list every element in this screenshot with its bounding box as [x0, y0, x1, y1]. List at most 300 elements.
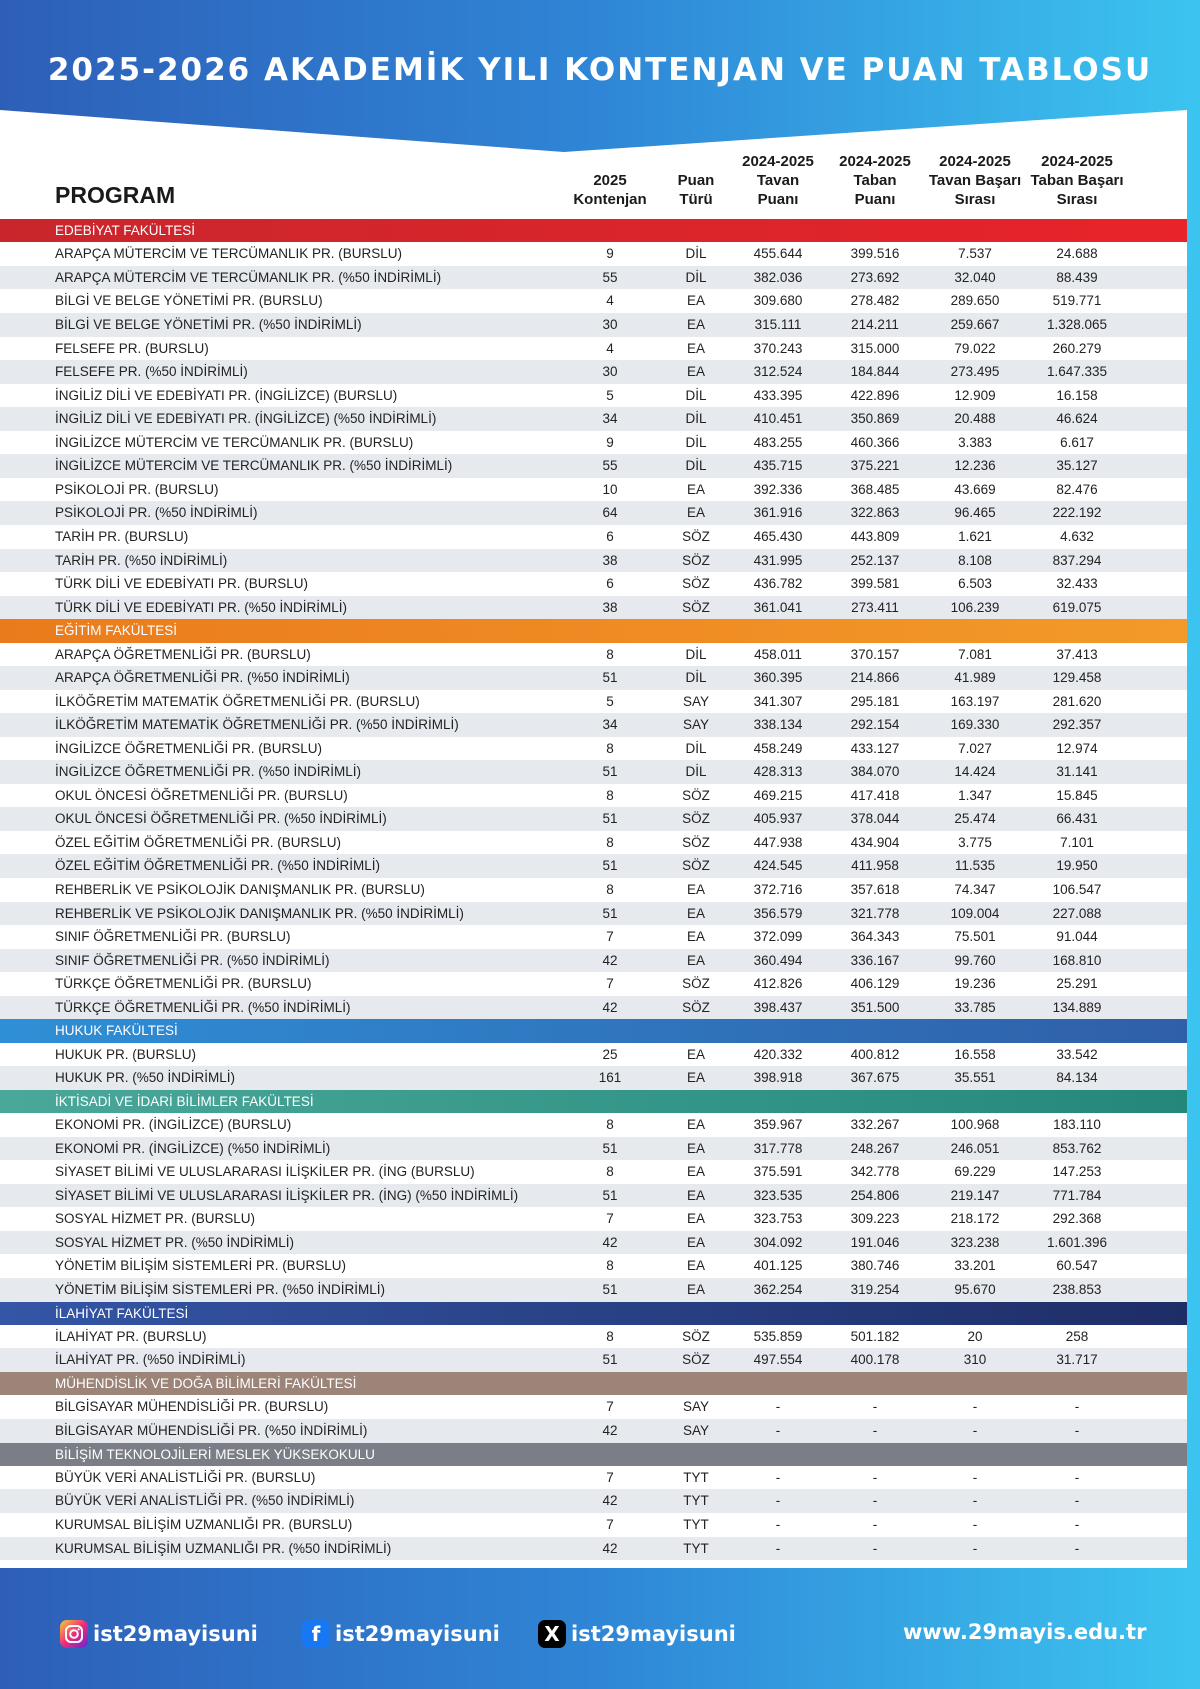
tavan-puani-column-header	[724, 152, 832, 209]
puan-turu-cell: EA	[686, 1164, 705, 1180]
tavan-basari-cell: 310	[963, 1352, 987, 1368]
program-cell: EKONOMİ PR. (İNGİLİZCE) (BURSLU)	[55, 1117, 292, 1133]
puan-turu-cell: DİL	[685, 764, 707, 780]
table-row	[0, 1537, 1187, 1561]
program-cell: İNGİLİZCE ÖĞRETMENLİĞİ PR. (BURSLU)	[55, 740, 323, 756]
puan-turu-cell: SÖZ	[682, 834, 710, 850]
taban-puani-cell: 400.812	[850, 1046, 900, 1062]
tavan-basari-cell: 79.022	[954, 340, 996, 356]
table-row	[0, 925, 1187, 949]
program-cell: İLKÖĞRETİM MATEMATİK ÖĞRETMENLİĞİ PR. (%50 İNDİRİMLİ)	[55, 717, 459, 733]
kontenjan-cell: 38	[602, 599, 618, 615]
tavan-basari-cell: 20.488	[954, 411, 996, 427]
puan-turu-column-header	[663, 171, 729, 209]
tavan-puani-cell: 375.591	[753, 1164, 803, 1180]
program-cell: TÜRKÇE ÖĞRETMENLİĞİ PR. (%50 İNDİRİMLİ)	[55, 999, 351, 1015]
taban-basari-cell: 292.357	[1052, 717, 1102, 733]
kontenjan-cell: 51	[602, 764, 618, 780]
tavan-puani-cell: 465.430	[753, 528, 803, 544]
tavan-puani-cell: 424.545	[753, 858, 803, 874]
table-row	[0, 1137, 1187, 1161]
tavan-puani-cell: 382.036	[753, 269, 803, 285]
tavan-puani-cell: 361.916	[753, 505, 803, 521]
table-row	[0, 1466, 1187, 1490]
website-url: www.29mayis.edu.tr	[903, 1620, 1147, 1644]
program-cell: SOSYAL HİZMET PR. (BURSLU)	[55, 1211, 256, 1227]
puan-turu-cell: SAY	[682, 1422, 709, 1438]
program-cell: TARİH PR. (BURSLU)	[55, 528, 189, 544]
taban-puani-cell: 248.267	[850, 1140, 900, 1156]
taban-basari-header-line: Sırası	[1056, 191, 1098, 208]
table-row	[0, 666, 1187, 690]
taban-puani-cell: 273.411	[851, 599, 899, 615]
kontenjan-cell: 8	[606, 740, 614, 756]
tavan-basari-cell: 99.760	[954, 952, 996, 968]
taban-puani-cell: 322.863	[850, 505, 900, 521]
taban-puani-cell: -	[872, 1493, 878, 1509]
program-cell: BÜYÜK VERİ ANALİSTLİĞİ PR. (BURSLU)	[55, 1469, 316, 1485]
tavan-puani-header-line: 2024-2025	[742, 153, 814, 170]
tavan-basari-header-line: 2024-2025	[939, 153, 1011, 170]
program-cell: İNGİLİZ DİLİ VE EDEBİYATI PR. (İNGİLİZCE) (BURSLU)	[55, 387, 398, 403]
tavan-puani-cell: 469.215	[753, 787, 803, 803]
tavan-puani-cell: 360.494	[753, 952, 803, 968]
puan-turu-cell: EA	[686, 882, 705, 897]
tavan-puani-cell: 370.243	[753, 340, 803, 356]
table-row	[0, 1066, 1187, 1090]
taban-basari-cell: 292.368	[1052, 1211, 1102, 1227]
tavan-basari-cell: -	[972, 1516, 978, 1532]
section-header: İLAHİYAT FAKÜLTESİ	[0, 1302, 1187, 1325]
table-row	[0, 478, 1187, 502]
facebook-link[interactable]	[302, 1620, 500, 1648]
taban-basari-cell: 260.279	[1052, 340, 1102, 356]
tavan-puani-cell: 497.554	[753, 1352, 803, 1368]
tavan-puani-cell: 362.254	[753, 1281, 803, 1297]
program-cell: ARAPÇA ÖĞRETMENLİĞİ PR. (%50 İNDİRİMLİ)	[55, 670, 350, 686]
tavan-puani-cell: 412.826	[753, 976, 803, 992]
table-row	[0, 831, 1187, 855]
tavan-puani-cell: 398.918	[753, 1070, 803, 1086]
program-cell: TÜRK DİLİ VE EDEBİYATI PR. (%50 İNDİRİMLİ)	[55, 599, 348, 615]
tavan-puani-cell: 436.782	[753, 576, 803, 592]
table-row	[0, 525, 1187, 549]
tavan-basari-cell: -	[972, 1399, 978, 1415]
tavan-basari-cell: 75.501	[954, 929, 996, 945]
taban-puani-column-header	[821, 152, 929, 209]
program-cell: BİLGİSAYAR MÜHENDİSLİĞİ PR. (BURSLU)	[55, 1399, 329, 1415]
taban-puani-cell: 417.418	[850, 787, 900, 803]
taban-puani-cell: 367.675	[850, 1070, 900, 1086]
program-cell: EKONOMİ PR. (İNGİLİZCE) (%50 İNDİRİMLİ)	[55, 1140, 331, 1156]
kontenjan-cell: 7	[606, 976, 614, 992]
tavan-puani-cell: 372.099	[753, 929, 803, 945]
kontenjan-cell: 7	[606, 1516, 614, 1532]
program-cell: REHBERLİK VE PSİKOLOJİK DANIŞMANLIK PR. (BURSLU)	[55, 882, 425, 897]
taban-basari-cell: 82.476	[1056, 481, 1098, 497]
section-header: İKTİSADİ VE İDARİ BİLİMLER FAKÜLTESİ	[0, 1090, 1187, 1113]
kontenjan-cell: 8	[606, 1328, 614, 1344]
kontenjan-cell: 5	[606, 387, 614, 403]
taban-puani-cell: 351.500	[850, 999, 900, 1015]
tavan-basari-cell: 96.465	[954, 505, 996, 521]
taban-basari-cell: 66.431	[1056, 811, 1098, 827]
tavan-puani-cell: 535.859	[753, 1328, 803, 1344]
program-column-header: PROGRAM	[55, 182, 176, 208]
taban-puani-cell: 406.129	[850, 976, 900, 992]
tavan-basari-cell: 6.503	[958, 576, 992, 592]
table-row	[0, 1348, 1187, 1372]
taban-basari-cell: 60.547	[1056, 1258, 1098, 1274]
program-cell: TÜRKÇE ÖĞRETMENLİĞİ PR. (BURSLU)	[55, 976, 312, 992]
program-cell: PSİKOLOJİ PR. (%50 İNDİRİMLİ)	[55, 505, 258, 521]
tavan-basari-cell: -	[972, 1469, 978, 1485]
kontenjan-cell: 42	[602, 952, 618, 968]
taban-basari-cell: 37.413	[1056, 646, 1098, 662]
table-row	[0, 713, 1187, 737]
tavan-puani-cell: 304.092	[753, 1234, 803, 1250]
table-row	[0, 1395, 1187, 1419]
program-cell: İNGİLİZCE ÖĞRETMENLİĞİ PR. (%50 İNDİRİMLİ)	[55, 764, 362, 780]
puan-turu-cell: DİL	[685, 387, 707, 403]
taban-puani-cell: 400.178	[850, 1352, 900, 1368]
table-row	[0, 1113, 1187, 1137]
program-cell: BİLGİSAYAR MÜHENDİSLİĞİ PR. (%50 İNDİRİMLİ)	[55, 1422, 368, 1438]
puan-turu-cell: DİL	[685, 411, 707, 427]
kontenjan-cell: 8	[606, 834, 614, 850]
program-cell: BİLGİ VE BELGE YÖNETİMİ PR. (%50 İNDİRİMLİ)	[55, 317, 362, 333]
taban-puani-header-line: 2024-2025	[839, 153, 911, 170]
tavan-puani-cell: -	[775, 1469, 781, 1485]
tavan-basari-cell: 218.172	[950, 1211, 1000, 1227]
program-cell: İNGİLİZ DİLİ VE EDEBİYATI PR. (İNGİLİZCE) (%50 İNDİRİMLİ)	[55, 411, 437, 427]
table-row	[0, 1278, 1187, 1302]
tavan-basari-cell: 109.004	[950, 905, 1000, 921]
tavan-basari-cell: 19.236	[954, 976, 996, 992]
taban-puani-cell: 332.267	[850, 1117, 900, 1133]
table-row	[0, 1184, 1187, 1208]
table-row	[0, 1489, 1187, 1513]
taban-basari-cell: 168.810	[1052, 952, 1102, 968]
taban-puani-cell: 350.869	[850, 411, 900, 427]
tavan-puani-cell: 315.111	[754, 317, 802, 333]
column-headers	[0, 152, 1187, 218]
tavan-puani-cell: 341.307	[753, 693, 803, 709]
puan-turu-cell: DİL	[685, 246, 707, 262]
facebook-handle: ist29mayisuni	[335, 1622, 500, 1646]
tavan-basari-cell: 1.621	[958, 528, 992, 544]
kontenjan-cell: 30	[602, 364, 618, 380]
tavan-puani-cell: -	[775, 1422, 781, 1438]
table-row	[0, 1160, 1187, 1184]
tavan-basari-cell: 289.650	[950, 293, 1000, 309]
program-cell: KURUMSAL BİLİŞİM UZMANLIĞI PR. (%50 İNDİRİMLİ)	[55, 1540, 392, 1556]
tavan-basari-cell: 25.474	[954, 811, 996, 827]
taban-puani-cell: 364.343	[850, 929, 900, 945]
website-link[interactable]	[903, 1620, 1146, 1644]
tavan-basari-column-header	[917, 152, 1033, 209]
taban-basari-cell: 88.439	[1056, 269, 1098, 285]
kontenjan-cell: 7	[606, 1211, 614, 1227]
tavan-basari-cell: 14.424	[954, 764, 996, 780]
tavan-basari-cell: 163.197	[950, 693, 1000, 709]
puan-turu-cell: EA	[686, 1281, 705, 1297]
taban-puani-cell: 460.366	[850, 434, 900, 450]
puan-turu-cell: SÖZ	[682, 811, 710, 827]
taban-puani-header-line: Puanı	[854, 191, 896, 208]
tavan-puani-cell: 435.715	[753, 458, 803, 474]
table-row	[0, 996, 1187, 1020]
kontenjan-cell: 51	[602, 811, 618, 827]
tavan-puani-cell: 338.134	[753, 717, 803, 733]
kontenjan-cell: 7	[606, 1399, 614, 1415]
instagram-icon	[60, 1620, 88, 1648]
taban-puani-cell: 292.154	[850, 717, 900, 733]
taban-puani-cell: 384.070	[850, 764, 900, 780]
tavan-basari-cell: -	[972, 1540, 978, 1556]
program-cell: FELSEFE PR. (%50 İNDİRİMLİ)	[55, 364, 248, 380]
table-row	[0, 454, 1187, 478]
puan-turu-cell: EA	[686, 293, 705, 309]
taban-puani-cell: 411.958	[851, 858, 899, 874]
taban-puani-cell: 336.167	[850, 952, 900, 968]
puan-turu-cell: EA	[686, 1046, 705, 1062]
taban-basari-header-line: Taban Başarı	[1030, 172, 1124, 189]
table-row	[0, 1325, 1187, 1349]
kontenjan-cell: 51	[602, 1187, 618, 1203]
tavan-puani-cell: 317.778	[753, 1140, 803, 1156]
taban-puani-cell: 433.127	[850, 740, 900, 756]
x-link[interactable]	[538, 1620, 736, 1648]
kontenjan-column-header	[565, 171, 655, 209]
tavan-basari-cell: 7.081	[958, 646, 992, 662]
kontenjan-cell: 38	[602, 552, 618, 568]
program-cell: İNGİLİZCE MÜTERCİM VE TERCÜMANLIK PR. (BURSLU)	[55, 434, 414, 450]
taban-basari-cell: 33.542	[1056, 1046, 1098, 1062]
kontenjan-cell: 51	[602, 905, 618, 921]
tavan-basari-cell: -	[972, 1422, 978, 1438]
kontenjan-cell: 7	[606, 929, 614, 945]
kontenjan-cell: 8	[606, 646, 614, 662]
program-cell: ARAPÇA MÜTERCİM VE TERCÜMANLIK PR. (%50 İNDİRİMLİ)	[55, 269, 442, 285]
kontenjan-cell: 8	[606, 882, 614, 897]
tavan-puani-cell: 360.395	[753, 670, 803, 686]
table-row	[0, 1254, 1187, 1278]
tavan-puani-cell: -	[775, 1540, 781, 1556]
kontenjan-cell: 55	[602, 458, 618, 474]
section-header: BİLİŞİM TEKNOLOJİLERİ MESLEK YÜKSEKOKULU	[0, 1443, 1187, 1466]
puan-turu-cell: DİL	[685, 646, 707, 662]
puan-turu-cell: EA	[686, 1187, 705, 1203]
taban-basari-cell: 106.547	[1052, 882, 1102, 897]
tavan-puani-cell: 410.451	[753, 411, 803, 427]
table-row	[0, 1513, 1187, 1537]
program-cell: TÜRK DİLİ VE EDEBİYATI PR. (BURSLU)	[55, 576, 309, 592]
tavan-basari-cell: 3.383	[958, 434, 992, 450]
x-handle: ist29mayisuni	[571, 1622, 736, 1646]
puan-turu-cell: SÖZ	[682, 599, 710, 615]
puan-turu-header-line: Puan	[677, 172, 715, 189]
kontenjan-cell: 34	[602, 717, 618, 733]
taban-basari-cell: -	[1074, 1493, 1080, 1509]
table-row	[0, 1207, 1187, 1231]
taban-puani-cell: -	[872, 1422, 878, 1438]
taban-puani-cell: 370.157	[850, 646, 900, 662]
taban-basari-cell: 84.134	[1056, 1070, 1098, 1086]
puan-turu-cell: SAY	[682, 717, 709, 733]
kontenjan-cell: 161	[598, 1070, 622, 1086]
puan-turu-cell: EA	[686, 905, 705, 921]
taban-basari-cell: 222.192	[1052, 505, 1102, 521]
table-row	[0, 807, 1187, 831]
taban-puani-cell: 309.223	[850, 1211, 900, 1227]
tavan-puani-cell: 309.680	[753, 293, 803, 309]
tavan-basari-cell: 7.537	[958, 246, 992, 262]
table-row	[0, 596, 1187, 620]
program-cell: FELSEFE PR. (BURSLU)	[55, 340, 209, 356]
kontenjan-cell: 42	[602, 1422, 618, 1438]
kontenjan-cell: 51	[602, 1140, 618, 1156]
instagram-link[interactable]	[60, 1620, 258, 1648]
table-row	[0, 266, 1187, 290]
taban-basari-cell: 837.294	[1052, 552, 1102, 568]
taban-basari-cell: 1.601.396	[1046, 1234, 1108, 1250]
taban-puani-cell: 321.778	[850, 905, 900, 921]
program-cell: HUKUK PR. (BURSLU)	[55, 1046, 197, 1062]
kontenjan-cell: 8	[606, 787, 614, 803]
kontenjan-cell: 6	[606, 528, 614, 544]
kontenjan-cell: 5	[606, 693, 614, 709]
tavan-puani-cell: 401.125	[753, 1258, 803, 1274]
taban-basari-column-header	[1021, 152, 1133, 209]
taban-puani-cell: -	[872, 1516, 878, 1532]
tavan-puani-cell: 428.313	[753, 764, 803, 780]
taban-puani-cell: 252.137	[850, 552, 900, 568]
tavan-basari-cell: 35.551	[954, 1070, 996, 1086]
tavan-basari-cell: 95.670	[954, 1281, 996, 1297]
table-row	[0, 949, 1187, 973]
tavan-puani-cell: 359.967	[753, 1117, 803, 1133]
puan-turu-cell: SÖZ	[682, 576, 710, 592]
taban-basari-cell: 853.762	[1052, 1140, 1102, 1156]
kontenjan-cell: 34	[602, 411, 618, 427]
quota-table	[0, 219, 1187, 1560]
puan-turu-cell: TYT	[683, 1540, 709, 1556]
right-stripe	[1187, 110, 1200, 1568]
tavan-puani-cell: 356.579	[753, 905, 803, 921]
footer	[0, 1568, 1200, 1689]
taban-basari-cell: 183.110	[1053, 1117, 1101, 1133]
kontenjan-header-line: Kontenjan	[573, 191, 647, 208]
kontenjan-cell: 9	[606, 434, 614, 450]
taban-puani-cell: 422.896	[850, 387, 900, 403]
tavan-puani-cell: 458.011	[754, 646, 802, 662]
taban-puani-cell: 214.866	[850, 670, 900, 686]
kontenjan-cell: 42	[602, 1234, 618, 1250]
tavan-basari-cell: 100.968	[950, 1117, 1000, 1133]
tavan-basari-cell: 3.775	[958, 834, 992, 850]
tavan-basari-cell: 20	[967, 1328, 983, 1344]
taban-basari-cell: 134.889	[1052, 999, 1102, 1015]
taban-puani-cell: 378.044	[850, 811, 900, 827]
tavan-puani-cell: 312.524	[753, 364, 803, 380]
kontenjan-cell: 10	[602, 481, 618, 497]
taban-puani-cell: 399.516	[850, 246, 900, 262]
taban-puani-cell: 191.046	[850, 1234, 900, 1250]
tavan-puani-cell: 323.535	[753, 1187, 803, 1203]
taban-basari-cell: 1.328.065	[1046, 317, 1108, 333]
tavan-basari-cell: 273.495	[950, 364, 1000, 380]
tavan-puani-cell: -	[775, 1399, 781, 1415]
table-row	[0, 902, 1187, 926]
puan-turu-header-line: Türü	[679, 191, 713, 208]
tavan-basari-cell: 219.147	[950, 1187, 1000, 1203]
program-cell: BİLGİ VE BELGE YÖNETİMİ PR. (BURSLU)	[55, 293, 323, 309]
table-row	[0, 854, 1187, 878]
taban-basari-cell: 25.291	[1056, 976, 1098, 992]
tavan-basari-cell: 1.347	[958, 787, 992, 803]
taban-basari-header-line: 2024-2025	[1041, 153, 1113, 170]
tavan-basari-cell: 106.239	[950, 599, 1000, 615]
taban-puani-cell: 214.211	[851, 317, 899, 333]
puan-turu-cell: SÖZ	[682, 528, 710, 544]
taban-basari-cell: -	[1074, 1469, 1080, 1485]
taban-puani-cell: 342.778	[850, 1164, 900, 1180]
tavan-puani-header-line: Puanı	[757, 191, 799, 208]
page-title: 2025-2026 AKADEMİK YILI KONTENJAN VE PUAN TABLOSU	[47, 52, 1153, 88]
program-cell: ÖZEL EĞİTİM ÖĞRETMENLİĞİ PR. (BURSLU)	[55, 834, 342, 850]
section-header: EDEBİYAT FAKÜLTESİ	[0, 219, 1187, 242]
tavan-basari-cell: -	[972, 1493, 978, 1509]
taban-basari-cell: 519.771	[1052, 293, 1102, 309]
tavan-basari-cell: 69.229	[954, 1164, 996, 1180]
program-cell: OKUL ÖNCESİ ÖĞRETMENLİĞİ PR. (%50 İNDİRİMLİ)	[55, 811, 387, 827]
taban-puani-cell: 501.182	[850, 1328, 900, 1344]
puan-turu-cell: SÖZ	[682, 787, 710, 803]
tavan-basari-cell: 8.108	[958, 552, 992, 568]
program-cell: BÜYÜK VERİ ANALİSTLİĞİ PR. (%50 İNDİRİMLİ)	[55, 1493, 355, 1509]
taban-basari-cell: 147.253	[1052, 1164, 1102, 1180]
puan-turu-cell: EA	[686, 1211, 705, 1227]
tavan-basari-cell: 11.535	[954, 858, 996, 874]
puan-turu-cell: EA	[686, 1234, 705, 1250]
tavan-basari-cell: 7.027	[958, 740, 992, 756]
puan-turu-cell: EA	[686, 929, 705, 945]
tavan-puani-cell: 405.937	[753, 811, 803, 827]
taban-basari-cell: 281.620	[1052, 693, 1102, 709]
table-row	[0, 784, 1187, 808]
table-row	[0, 1231, 1187, 1255]
taban-basari-cell: 6.617	[1060, 434, 1094, 450]
puan-turu-cell: DİL	[685, 269, 707, 285]
taban-puani-cell: 368.485	[850, 481, 900, 497]
taban-basari-cell: 31.141	[1056, 764, 1098, 780]
table-row	[0, 431, 1187, 455]
taban-puani-cell: 315.000	[850, 340, 900, 356]
puan-turu-cell: EA	[686, 481, 705, 497]
puan-turu-cell: EA	[686, 364, 705, 380]
kontenjan-cell: 55	[602, 269, 618, 285]
section-header: EĞİTİM FAKÜLTESİ	[0, 619, 1187, 642]
taban-puani-cell: 295.181	[850, 693, 900, 709]
table-row	[0, 242, 1187, 266]
tavan-puani-cell: 431.995	[753, 552, 803, 568]
taban-puani-cell: 184.844	[850, 364, 900, 380]
tavan-puani-cell: 372.716	[753, 882, 803, 897]
taban-basari-cell: 16.158	[1056, 387, 1098, 403]
kontenjan-cell: 9	[606, 246, 614, 262]
kontenjan-cell: 51	[602, 1352, 618, 1368]
